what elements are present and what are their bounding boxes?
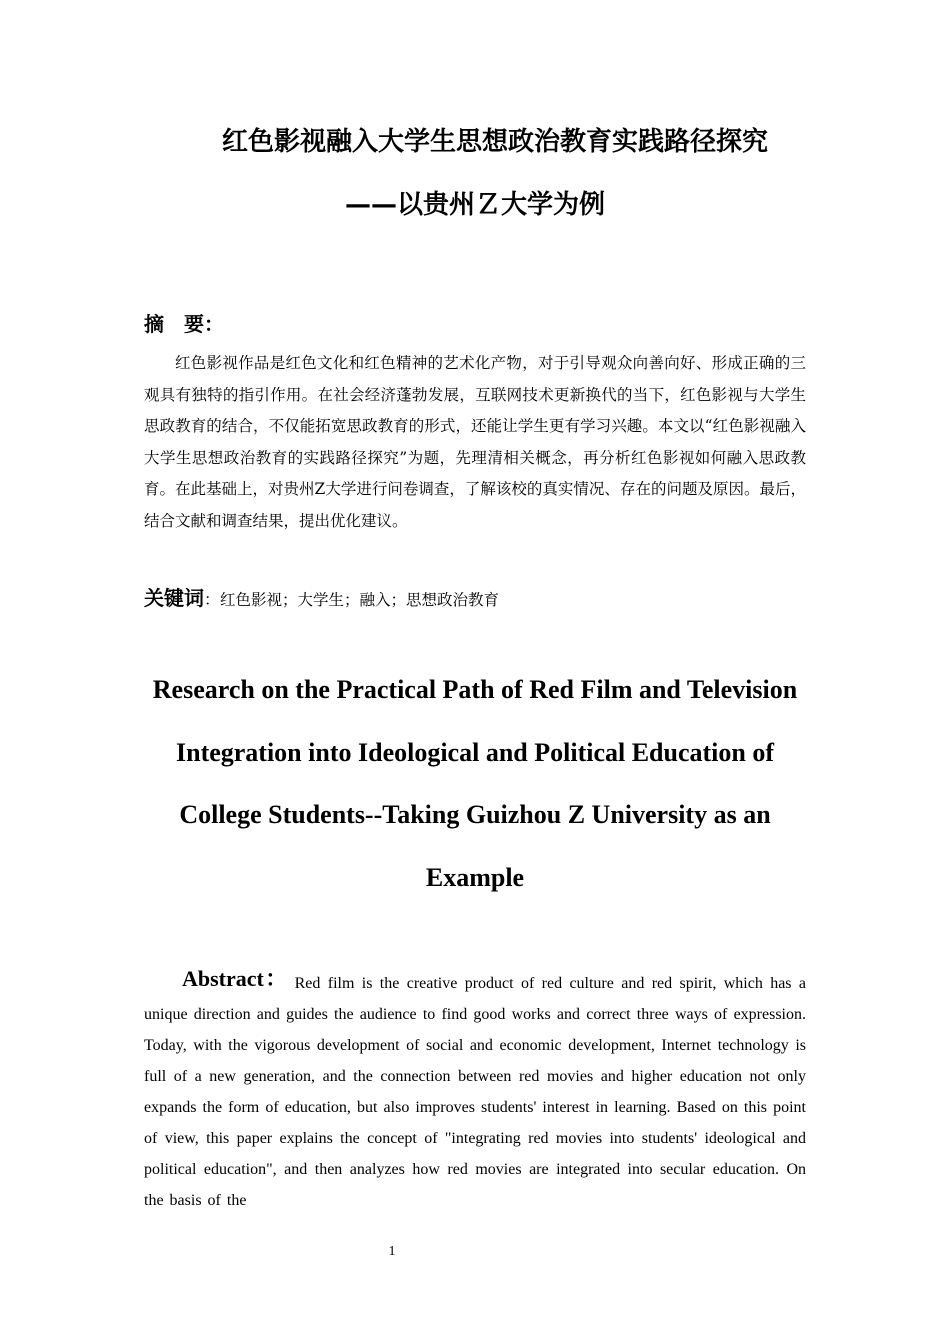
english-title: Research on the Practical Path of Red Film and Television Integration into Ideological and Political Education of College Students--Taking Guizhou Z University as an Example — [152, 675, 798, 892]
english-abstract-text: Red film is the creative product of red culture and red spirit, which has a unique direction and guides the audience to find good works and correct three ways of expression. Today, with the vigorous development of social and economic development, Internet technology is full of a new generation, and the connection between red movies and higher education not only expands the form of education, but also improves students' interest in learning. Based on this point of view, this paper explains the concept of "integrating red movies into students' ideological and political education", and then analyzes how red movies are integrated into secular education. On the basis of the — [144, 975, 806, 1209]
keywords-label: 关键词 — [144, 586, 204, 610]
chinese-title-line-1: 红色影视融入大学生思想政治教育实践路径探究 — [221, 127, 768, 157]
chinese-title-line-2: ——以贵州Ｚ大学为例 — [344, 190, 605, 220]
keywords-text: 红色影视；大学生；融入；思想政治教育 — [220, 591, 500, 609]
keywords-colon: ： — [204, 590, 221, 609]
chinese-abstract-body: 红色影视作品是红色文化和红色精神的艺术化产物，对于引导观众向善向好、形成正确的三观具有独特的指引作用。在社会经济蓬勃发展，互联网技术更新换代的当下，红色影视与大学生思政教育的结合，不仅能拓宽思政教育的形式，还能让学生更有学习兴趣。本文以“红色影视融入大学生思想政治教育的实践路径探究”为题，先理清相关概念，再分析红色影视如何融入思政教育。在此基础上，对贵州Z大学进行问卷调查，了解该校的真实情况、存在的问题及原因。最后，结合文献和调查结果，提出优化建议。 — [144, 354, 806, 530]
chinese-abstract-heading: 摘 要： — [144, 312, 224, 336]
page-number: 1 — [388, 1244, 396, 1259]
english-abstract-label: Abstract： — [182, 966, 289, 991]
english-abstract — [144, 965, 806, 1216]
chinese-keywords — [144, 584, 806, 614]
